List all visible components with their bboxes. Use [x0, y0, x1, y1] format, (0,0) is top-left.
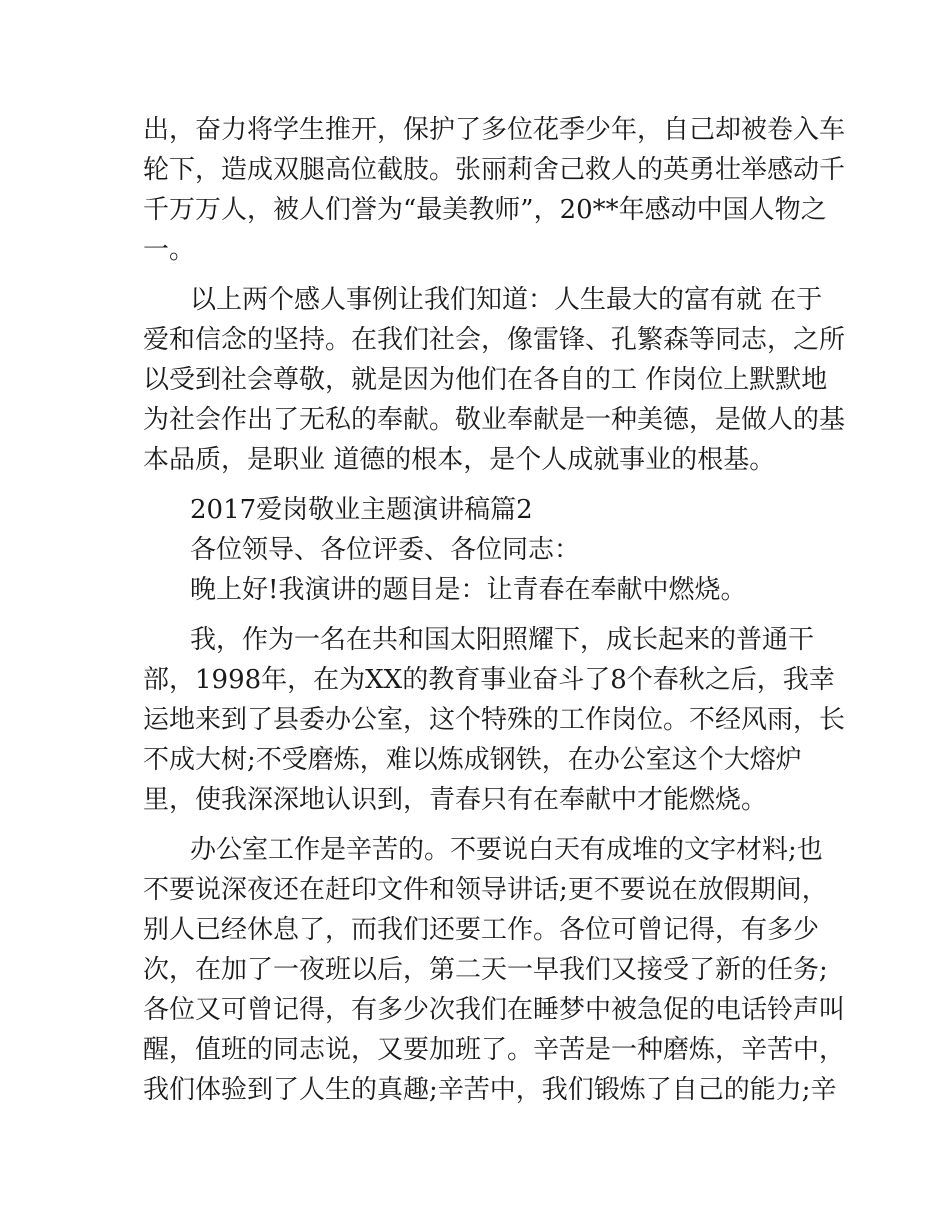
greeting-line: 晚上好!我演讲的题目是：让青春在奉献中燃烧。 [190, 575, 747, 605]
text-line-2: 轮下，造成双腿高位截肢。张丽莉舍己救人的英勇壮举感动千 [143, 155, 846, 185]
text-line-17: 里，使我深深地认识到，青春只有在奉献中才能燃烧。 [143, 785, 768, 815]
text-line-22: 各位又可曾记得，有多少次我们在睡梦中被急促的电话铃声叫 [143, 995, 846, 1025]
salutation: 各位领导、各位评委、各位同志： [190, 535, 581, 565]
text-line-16: 不成大树;不受磨炼，难以炼成钢铁，在办公室这个大熔炉 [143, 745, 802, 775]
paragraph-start-line: 以上两个感人事例让我们知道：人生最大的富有就 在于 [190, 285, 823, 315]
text-line-8: 为社会作出了无私的奉献。敬业奉献是一种美德，是做人的基 [143, 405, 846, 435]
paragraph-start-line: 办公室工作是辛苦的。不要说白天有成堆的文字材料;也 [190, 835, 823, 865]
text-line-19: 不要说深夜还在赶印文件和领导讲话;更不要说在放假期间， [143, 875, 828, 905]
text-line-4: 一。 [143, 235, 196, 265]
text-line-21: 次，在加了一夜班以后，第二天一早我们又接受了新的任务; [143, 955, 828, 985]
text-line-23: 醒，值班的同志说，又要加班了。辛苦是一种磨炼，辛苦中， [143, 1035, 846, 1065]
text-line-3: 千万万人，被人们誉为“最美教师”，20**年感动中国人物之 [143, 195, 827, 225]
text-line-1: 出，奋力将学生推开，保护了多位花季少年，自己却被卷入车 [143, 115, 846, 145]
paragraph-start-line: 我，作为一名在共和国太阳照耀下，成长起来的普通干 [190, 625, 815, 655]
text-line-20: 别人已经休息了，而我们还要工作。各位可曾记得，有多少 [143, 915, 820, 945]
text-line-7: 以受到社会尊敬，就是因为他们在各自的工 作岗位上默默地 [143, 365, 828, 395]
text-line-6: 爱和信念的坚持。在我们社会，像雷锋、孔繁森等同志，之所 [143, 325, 846, 355]
section-heading: 2017爱岗敬业主题演讲稿篇2 [190, 495, 533, 525]
text-line-24: 我们体验到了人生的真趣;辛苦中，我们锻炼了自己的能力;辛 [143, 1075, 837, 1105]
text-line-15: 运地来到了县委办公室，这个特殊的工作岗位。不经风雨，长 [143, 705, 846, 735]
text-line-14: 部，1998年，在为XX的教育事业奋斗了8个春秋之后，我幸 [143, 665, 835, 695]
text-line-9: 本品质，是职业 道德的根本，是个人成就事业的根基。 [143, 445, 776, 475]
